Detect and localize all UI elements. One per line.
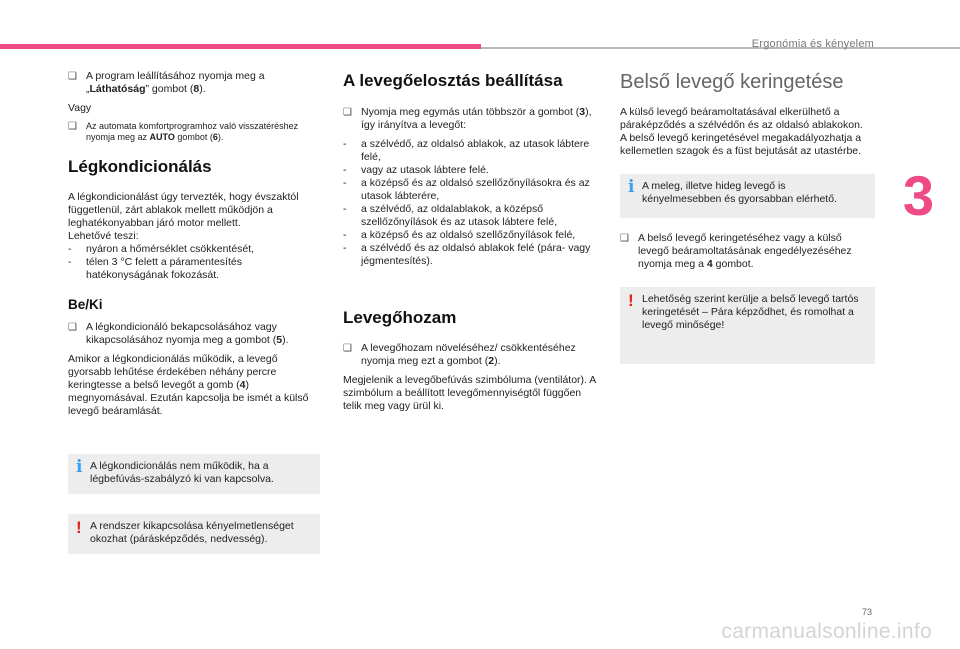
dash-list: [68, 243, 320, 282]
list-item: ❑ A program leállításához nyomja meg a „Láthatóság” gombot (8).: [68, 70, 265, 95]
warning-box: ! Lehetőség szerint kerülje a belső levegő tartós keringetését – Pára képződhet, és romolhat a levegő minősége!: [620, 287, 875, 364]
heading-levegohozam: Levegőhozam: [343, 308, 457, 327]
list-item: - a szélvédő, az oldalablakok, a középső szellőzőnyílások és az utasok lábtere felé,: [343, 203, 558, 228]
list-item: ❑ Nyomja meg egymás után többször a gombot (3), így irányítva a levegőt:: [343, 106, 592, 131]
dash-list: [343, 138, 601, 268]
list-item: ❑ Az automata komfortprogramhoz való visszatéréshez nyomja meg az AUTO gombot (6).: [68, 121, 299, 142]
paragraph: A külső levegő beáramoltatásával elkerülhető a páraképződés a szélvédőn és az oldalsó ablakokon.: [620, 106, 863, 131]
column-middle: [343, 70, 601, 419]
list-item: ❑ A légkondicionáló bekapcsolásához vagy kikapcsolásához nyomja meg a gombot (5).: [68, 321, 289, 346]
warning-icon: !: [628, 291, 634, 310]
info-icon: i: [628, 177, 635, 197]
page-number: 73: [861, 607, 872, 617]
heading-legkondicionalas: Légkondicionálás: [68, 157, 212, 176]
heading-belso-levego: Belső levegő keringetése: [620, 71, 844, 93]
heading-levegoelosztas: A levegőelosztás beállítása: [343, 71, 563, 90]
checkbox-bullet-icon: ❑: [68, 322, 77, 333]
paragraph: Megjelenik a levegőbefúvás szimbóluma (ventilátor). A szimbólum a beállított levegőmennyiségtől függően telik meg vagy ürül ki.: [343, 374, 596, 412]
section-title: Ergonómia és kényelem: [751, 38, 874, 50]
list-item: - a szélvédő, az oldalsó ablakok, az utasok lábtere felé,: [343, 138, 590, 163]
paragraph: A belső levegő keringetésével megakadályozhatja a kellemetlen szagok és a füst bejutását az utastérbe.: [620, 132, 862, 157]
list-item: - vagy az utasok lábtere felé.: [343, 164, 489, 176]
checkbox-bullet-icon: ❑: [68, 121, 77, 132]
chapter-number: 3: [902, 164, 934, 227]
warning-box: ! A rendszer kikapcsolása kényelmetlenséget okozhat (párásképződés, nedvesség).: [68, 514, 320, 554]
list-item: ❑ A belső levegő keringetéséhez vagy a külső levegő beáramoltatásának engedélyezéséhez nyomja meg a 4 gombot.: [620, 232, 852, 270]
list-item: - a középső és az oldalsó szellőzőnyílások felé,: [343, 229, 576, 241]
paragraph: Vagy: [68, 102, 92, 114]
header-rule: [481, 47, 960, 49]
list-item: - a középső és az oldalsó szellőzőnyílásokra és az utasok lábterére,: [343, 177, 590, 202]
checkbox-bullet-icon: ❑: [68, 71, 77, 82]
heading-beki: Be/Ki: [68, 297, 103, 312]
paragraph: Amikor a légkondicionálás működik, a levegő gyorsabb lehűtése érdekében néhány percre keringtesse a belső levegőt a gomb (4) megnyomásával. Ezután kapcsolja be ismét a külső levegő beáramlását.: [68, 353, 309, 417]
paragraph: Lehetővé teszi:: [68, 230, 139, 242]
list-item: - a szélvédő és az oldalsó ablakok felé (pára- vagy jégmentesítés).: [343, 242, 591, 267]
column-left: [68, 70, 320, 554]
list-item: ❑ A levegőhozam növeléséhez/ csökkentéséhez nyomja meg ezt a gombot (2).: [343, 342, 576, 367]
header-accent-bar: [0, 44, 481, 49]
info-box: i A meleg, illetve hideg levegő is kényelmesebben és gyorsabban elérhető.: [620, 174, 875, 218]
checkbox-bullet-icon: ❑: [343, 107, 352, 118]
paragraph: A légkondicionálást úgy tervezték, hogy évszaktól függetlenül, zárt ablakok mellett működjön a leghatékonyabban járó motor mellett.: [68, 191, 299, 229]
checkbox-bullet-icon: ❑: [620, 233, 629, 244]
list-item: - télen 3 °C felett a páramentesítés hatékonyságának fokozását.: [68, 256, 242, 281]
checkbox-bullet-icon: ❑: [343, 343, 352, 354]
info-box: i A légkondicionálás nem működik, ha a légbefúvás-szabályzó ki van kapcsolva.: [68, 454, 320, 494]
list-item: - nyáron a hőmérséklet csökkentését,: [68, 243, 255, 255]
warning-icon: !: [76, 518, 82, 537]
watermark: carmanualsonline.info: [721, 620, 932, 643]
info-icon: i: [76, 457, 83, 477]
column-right: [620, 70, 875, 364]
